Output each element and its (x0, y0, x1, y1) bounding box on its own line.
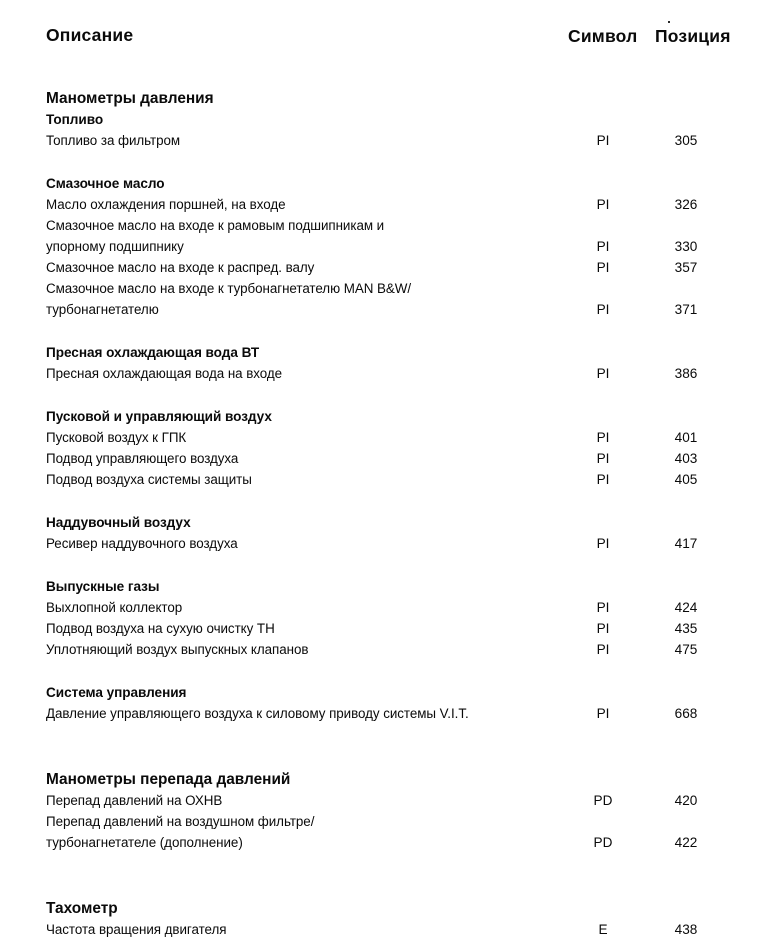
table-row (0, 300, 768, 321)
table-row (0, 619, 768, 640)
row-position: 475 (674, 642, 698, 657)
row-position: 668 (674, 706, 698, 721)
column-header-symbol: Символ (568, 26, 638, 46)
row-symbol: PD (593, 835, 613, 850)
table-row (0, 640, 768, 661)
group-subheading-row (0, 577, 768, 598)
row-description: Уплотняющий воздух выпускных клапанов (46, 642, 309, 657)
table-row (0, 428, 768, 449)
table-body (0, 88, 768, 941)
row-spacer (0, 555, 768, 577)
row-symbol: PI (596, 260, 610, 275)
column-header-description: Описание (46, 25, 134, 45)
group-subheading-row (0, 174, 768, 195)
row-description: Смазочное масло на входе к распред. валу (46, 260, 315, 275)
row-symbol: PD (593, 793, 613, 808)
row-description: Масло охлаждения поршней, на входе (46, 197, 286, 212)
table-row (0, 279, 768, 300)
table-row (0, 791, 768, 812)
table-row (0, 704, 768, 725)
table-row (0, 449, 768, 470)
table-row (0, 833, 768, 854)
row-symbol: PI (596, 451, 610, 466)
row-position: 424 (674, 600, 698, 615)
section-heading: Тахометр (46, 900, 118, 917)
row-description: Перепад давлений на ОХНВ (46, 793, 223, 808)
row-symbol: PI (596, 600, 610, 615)
scan-artifact-speck (668, 21, 670, 23)
table-row (0, 195, 768, 216)
row-spacer (0, 321, 768, 343)
group-subheading-row (0, 683, 768, 704)
row-symbol: PI (596, 302, 610, 317)
row-spacer (0, 854, 768, 898)
column-header-position: Позиция (655, 26, 731, 46)
group-subheading: Пусковой и управляющий воздух (46, 409, 272, 424)
row-position: 435 (674, 621, 698, 636)
row-description: Смазочное масло на входе к турбонагнетателю MAN B&W/ (46, 281, 412, 296)
row-position: 401 (674, 430, 698, 445)
row-description: Топливо за фильтром (46, 133, 181, 148)
section-heading: Манометры перепада давлений (46, 771, 291, 788)
row-symbol: PI (596, 239, 610, 254)
row-description: упорному подшипнику (46, 239, 184, 254)
row-description: Перепад давлений на воздушном фильтре/ (46, 814, 315, 829)
table-row (0, 131, 768, 152)
row-position: 305 (674, 133, 698, 148)
row-position: 403 (674, 451, 698, 466)
row-spacer (0, 385, 768, 407)
row-symbol: PI (596, 430, 610, 445)
section-heading-row (0, 88, 768, 110)
table-row (0, 534, 768, 555)
section-heading: Манометры давления (46, 90, 214, 107)
row-position: 330 (674, 239, 698, 254)
row-description: турбонагнетателю (46, 302, 159, 317)
table-header (0, 25, 768, 55)
group-subheading-row (0, 110, 768, 131)
row-symbol: PI (596, 133, 610, 148)
row-description: турбонагнетателе (дополнение) (46, 835, 243, 850)
group-subheading: Топливо (46, 112, 104, 127)
table-row (0, 920, 768, 941)
row-symbol: PI (596, 536, 610, 551)
row-symbol: PI (596, 472, 610, 487)
group-subheading: Наддувочный воздух (46, 515, 191, 530)
table-row (0, 598, 768, 619)
row-spacer (0, 661, 768, 683)
row-description: Подвод управляющего воздуха (46, 451, 239, 466)
group-subheading: Пресная охлаждающая вода ВТ (46, 345, 260, 360)
row-description: Выхлопной коллектор (46, 600, 183, 615)
row-spacer (0, 491, 768, 513)
group-subheading-row (0, 513, 768, 534)
section-heading-row (0, 898, 768, 920)
row-description: Частота вращения двигателя (46, 922, 227, 937)
row-symbol: PI (596, 197, 610, 212)
group-subheading: Смазочное масло (46, 176, 165, 191)
table-row (0, 364, 768, 385)
row-position: 422 (674, 835, 698, 850)
table-row (0, 258, 768, 279)
row-description: Ресивер наддувочного воздуха (46, 536, 238, 551)
row-symbol: PI (596, 366, 610, 381)
group-subheading: Выпускные газы (46, 579, 160, 594)
row-position: 357 (674, 260, 698, 275)
table-row (0, 812, 768, 833)
group-subheading: Система управления (46, 685, 187, 700)
row-spacer (0, 152, 768, 174)
row-position: 438 (674, 922, 698, 937)
row-position: 417 (674, 536, 698, 551)
row-symbol: PI (596, 706, 610, 721)
group-subheading-row (0, 407, 768, 428)
row-position: 371 (674, 302, 698, 317)
row-position: 386 (674, 366, 698, 381)
table-row (0, 237, 768, 258)
group-subheading-row (0, 343, 768, 364)
row-description: Смазочное масло на входе к рамовым подшипникам и (46, 218, 385, 233)
row-description: Пресная охлаждающая вода на входе (46, 366, 283, 381)
table-row (0, 216, 768, 237)
row-position: 326 (674, 197, 698, 212)
row-position: 405 (674, 472, 698, 487)
row-description: Подвод воздуха системы защиты (46, 472, 252, 487)
row-description: Давление управляющего воздуха к силовому приводу системы V.I.T. (46, 706, 469, 721)
row-symbol: E (598, 922, 608, 937)
section-heading-row (0, 769, 768, 791)
row-position: 420 (674, 793, 698, 808)
row-symbol: PI (596, 642, 610, 657)
row-spacer (0, 725, 768, 769)
row-symbol: PI (596, 621, 610, 636)
row-description: Подвод воздуха на сухую очистку ТН (46, 621, 275, 636)
row-description: Пусковой воздух к ГПК (46, 430, 187, 445)
table-row (0, 470, 768, 491)
